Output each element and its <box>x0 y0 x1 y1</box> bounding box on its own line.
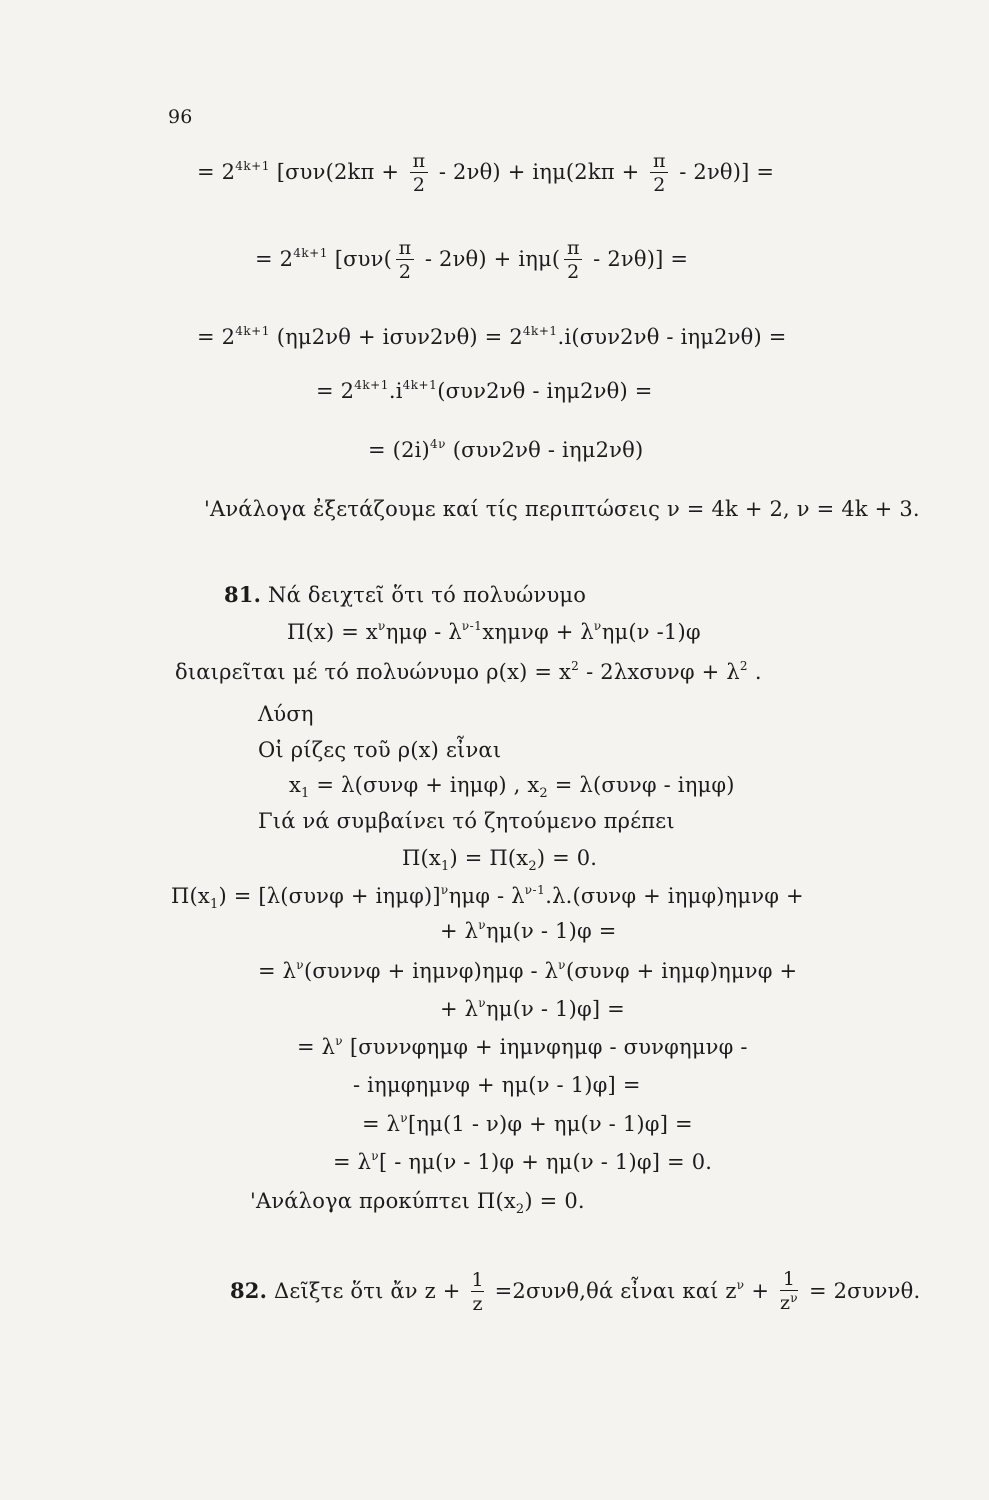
problem-81-statement: 81. Νά δειχτεῖ ὅτι τό πολυώνυμο <box>224 582 587 607</box>
expansion-line-2: + $\lambda^\nu\eta\mu(\nu - 1)\varphi$ = <box>440 918 617 943</box>
polynomial-definition: $\Pi(x) = x^\nu\eta\mu\varphi - \lambda^{\nu-1}x\eta\mu\nu\varphi + \lambda^\nu\eta\mu(\nu$ -1)φ <box>287 619 701 644</box>
fraction-pi-over-2: $\frac{\pi}{2}$ <box>410 150 428 197</box>
divisor-statement: διαιρεῖται μέ τό πολυώνυμο $\rho(x) = x^2 - 2\lambda x\sigma\upsilon\nu\varphi + \lambda^2$ . <box>175 659 762 684</box>
problem-number: 81. <box>224 582 262 607</box>
derivation-line-5: = $(2i)^{4\nu}$ (συν2νθ - iημ2νθ) <box>368 437 644 462</box>
conclusion-text: 'Ανάλογα προκύπτει $\Pi(x_2) = 0$. <box>250 1189 585 1217</box>
expansion-line-5: = $\lambda^\nu$ [συννφημφ + iημνφημφ - συνφημνφ - <box>297 1034 748 1059</box>
condition-formula: $\Pi(x_1) = \Pi(x_2) = 0$. <box>402 846 598 874</box>
expansion-line-7: = $\lambda^\nu[\eta\mu(1 - \nu)\varphi + \eta\mu(\nu - 1)\varphi]$ = <box>362 1111 693 1136</box>
expansion-line-1: $\Pi(x_1) = [\lambda(\sigma\upsilon\nu\varphi + i\eta\mu\varphi)]^\nu\eta\mu\varphi - \lambda^{\nu-1}.\lambda.(\sigma\upsilon\nu\varphi + i\eta\mu\varphi)\eta\mu\nu\varphi$ + <box>171 883 804 912</box>
fraction-pi-over-2: $\frac{\pi}{2}$ <box>564 237 582 284</box>
page-number: 96 <box>168 106 193 128</box>
fraction-1-over-z-nu: $\frac{1}{z^\nu}$ <box>780 1268 799 1314</box>
expansion-line-3: = $\lambda^\nu(\sigma\upsilon\nu\nu\varphi + i\eta\mu\nu\varphi)\eta\mu\varphi - \lambda^\nu(\sigma\upsilon\nu\varphi + i\eta\mu\varphi)\eta\mu\nu\varphi$ + <box>258 958 798 983</box>
roots-formula: $x_1 = \lambda(\sigma\upsilon\nu\varphi + i\eta\mu\varphi)$ , $x_2 = \lambda(\sigma\upsilon\nu\varphi - i\eta\mu\varphi)$ <box>289 773 735 801</box>
solution-heading: Λύση <box>258 702 314 726</box>
derivation-line-1: = $2^{4k+1}$ [συν(2kπ + $\frac{\pi}{2}$ - 2νθ) + iημ(2kπ + $\frac{\pi}{2}$ - 2νθ)] = <box>197 150 775 196</box>
derivation-line-2: = $2^{4k+1}$ [συν( $\frac{\pi}{2}$ - 2νθ) + iημ( $\frac{\pi}{2}$ - 2νθ)] = <box>255 237 689 283</box>
derivation-line-4: = $2^{4k+1}.i^{4k+1}(\sigma\upsilon\nu 2\nu\theta - i\eta\mu 2\nu\theta)$ = <box>316 378 653 403</box>
expansion-line-8: = $\lambda^\nu[ - \eta\mu(\nu - 1)\varphi + \eta\mu(\nu - 1)\varphi] = 0$. <box>333 1149 713 1174</box>
fraction-pi-over-2: $\frac{\pi}{2}$ <box>396 237 414 284</box>
problem-82-statement: 82. Δεῖξτε ὅτι ἄν z + $\frac{1}{z}$ =2συνθ,θά εἶναι καί $z^\nu$ + $\frac{1}{z^\nu}$ = 2συννθ. <box>230 1268 921 1315</box>
derivation-note: 'Ανάλογα ἐξετάζουμε καί τίς περιπτώσεις ν = 4k + 2, ν = 4k + 3. <box>204 497 920 521</box>
expansion-line-4: + $\lambda^\nu\eta\mu(\nu - 1)\varphi$] = <box>440 996 625 1021</box>
roots-intro: Οἱ ρίζες τοῦ ρ(x) εἶναι <box>258 738 502 762</box>
requirement-text: Γιά νά συμβαίνει τό ζητούμενο πρέπει <box>258 809 675 833</box>
problem-number: 82. <box>230 1278 268 1303</box>
expansion-line-6: - iημφημνφ + ημ(ν - 1)φ] = <box>353 1073 641 1097</box>
fraction-pi-over-2: $\frac{\pi}{2}$ <box>650 150 668 197</box>
fraction-1-over-z: $\frac{1}{z}$ <box>471 1269 484 1315</box>
derivation-line-3: = $2^{4k+1}$ $(\eta\mu 2\nu\theta + i\sigma\upsilon\nu 2\nu\theta) = 2^{4k+1}.i(\sigma\upsilon\nu 2\nu\theta - i\eta\mu 2\nu\theta)$ = <box>197 324 787 349</box>
